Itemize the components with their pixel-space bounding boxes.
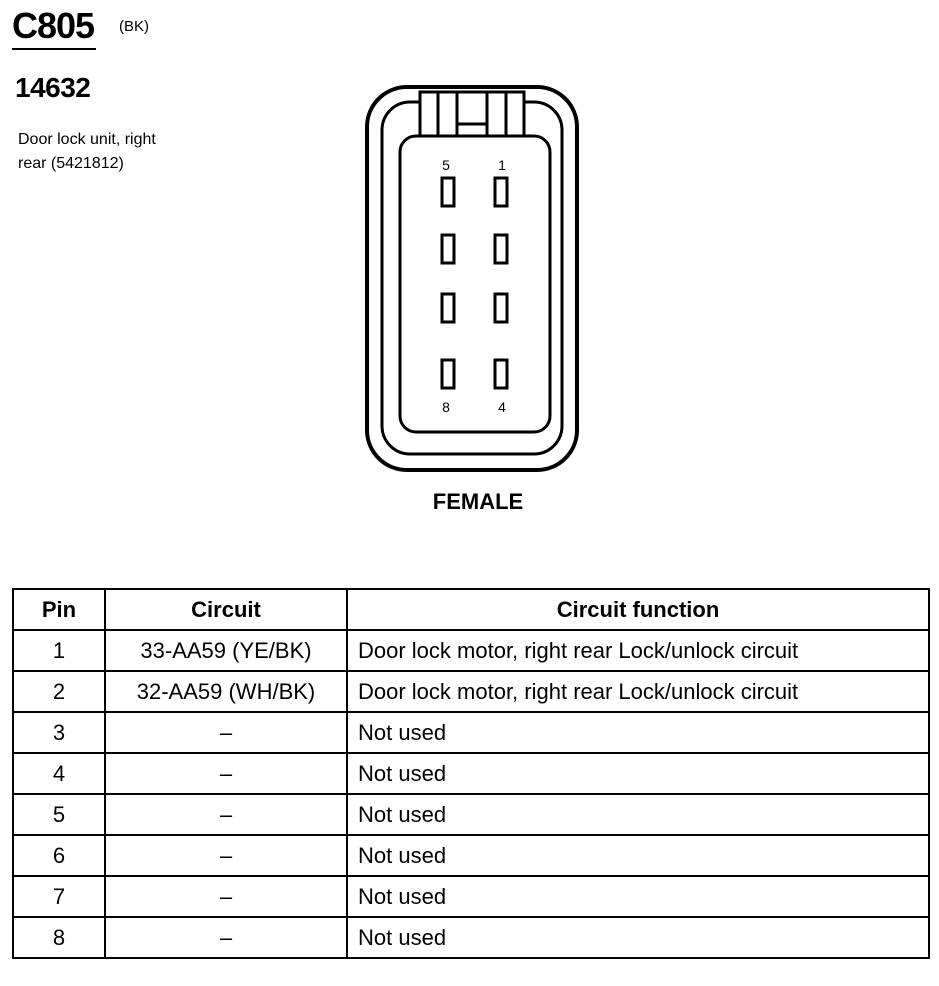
pin-label-top-right: 1 bbox=[498, 157, 506, 173]
table-row bbox=[13, 712, 929, 753]
circuit-cell: – bbox=[105, 835, 347, 876]
circuit-function-cell: Door lock motor, right rear Lock/unlock circuit bbox=[347, 630, 929, 671]
pin-cell: 7 bbox=[13, 876, 105, 917]
pin-cell: 2 bbox=[13, 671, 105, 712]
table-row bbox=[13, 876, 929, 917]
circuit-function-cell: Not used bbox=[347, 917, 929, 958]
pin-cell: 6 bbox=[13, 835, 105, 876]
circuit-function-cell: Door lock motor, right rear Lock/unlock circuit bbox=[347, 671, 929, 712]
header-circuit-function: Circuit function bbox=[347, 589, 929, 630]
connector-id: C805 bbox=[12, 5, 95, 46]
pin-cell: 8 bbox=[13, 917, 105, 958]
pin-cell: 3 bbox=[13, 712, 105, 753]
table-row bbox=[13, 671, 929, 712]
header-circuit: Circuit bbox=[105, 589, 347, 630]
pin-cell: 4 bbox=[13, 753, 105, 794]
connector-gender-label: FEMALE bbox=[432, 489, 524, 514]
circuit-cell: – bbox=[105, 712, 347, 753]
circuit-function-cell: Not used bbox=[347, 712, 929, 753]
pinout-table bbox=[12, 588, 930, 959]
connector-description: Door lock unit, right rear (5421812) bbox=[18, 131, 156, 172]
circuit-cell: – bbox=[105, 876, 347, 917]
table-header-row bbox=[13, 589, 929, 630]
pin-cavity-area bbox=[400, 136, 550, 432]
circuit-cell: – bbox=[105, 794, 347, 835]
connector-locking-tab bbox=[420, 92, 524, 140]
table-row bbox=[13, 753, 929, 794]
pin-label-top-left: 5 bbox=[442, 157, 450, 173]
circuit-function-cell: Not used bbox=[347, 753, 929, 794]
table-row bbox=[13, 835, 929, 876]
header-pin: Pin bbox=[13, 589, 105, 630]
circuit-function-cell: Not used bbox=[347, 835, 929, 876]
pin-label-bottom-left: 8 bbox=[442, 399, 450, 415]
circuit-cell: – bbox=[105, 917, 347, 958]
circuit-function-cell: Not used bbox=[347, 794, 929, 835]
connector-color-code: (BK) bbox=[119, 18, 149, 35]
pin-cell: 5 bbox=[13, 794, 105, 835]
pin-cell: 1 bbox=[13, 630, 105, 671]
pin-label-bottom-right: 4 bbox=[498, 399, 506, 415]
table-row bbox=[13, 917, 929, 958]
part-number: 14632 bbox=[15, 72, 91, 103]
circuit-cell: 32-AA59 (WH/BK) bbox=[105, 671, 347, 712]
circuit-cell: 33-AA59 (YE/BK) bbox=[105, 630, 347, 671]
connector-id-underline bbox=[12, 48, 96, 50]
connector-face-diagram bbox=[360, 80, 584, 476]
table-row bbox=[13, 630, 929, 671]
circuit-cell: – bbox=[105, 753, 347, 794]
table-row bbox=[13, 794, 929, 835]
circuit-function-cell: Not used bbox=[347, 876, 929, 917]
